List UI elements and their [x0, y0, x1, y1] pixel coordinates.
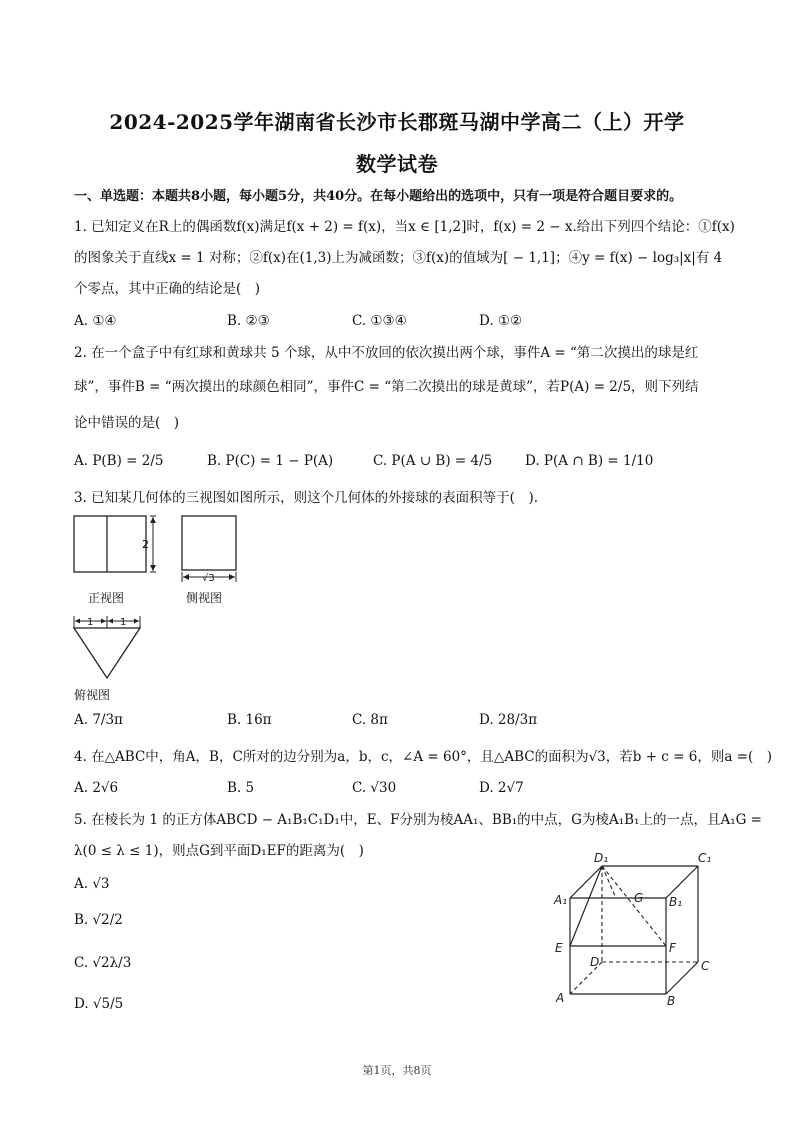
q1-text-line3: 个零点，其中正确的结论是( )	[74, 281, 261, 297]
three-views-figure	[68, 508, 268, 708]
segment-d1f	[602, 866, 666, 946]
q1-option-d: D. ①②	[479, 313, 523, 329]
label-a: A	[556, 991, 565, 1005]
dim-sqrt3-label: √3	[202, 573, 215, 584]
dim-1-arrow-a	[75, 619, 80, 624]
q3-option-a: A. 7/3π	[74, 712, 123, 728]
dim-2-arrow-down	[150, 565, 156, 571]
top-view-triangle	[74, 628, 140, 678]
q1-option-a: A. ①④	[74, 313, 117, 329]
label-c1: C₁	[698, 851, 712, 865]
q4-option-a: A. 2√6	[74, 780, 119, 796]
q3-option-b: B. 16π	[227, 712, 272, 728]
dim-2-arrow-up	[150, 517, 156, 523]
label-b1: B₁	[669, 895, 683, 909]
dim-sqrt3-arrow-left	[183, 574, 189, 580]
segment-d1g	[602, 866, 616, 898]
q2-text-line3: 论中错误的是( )	[74, 415, 180, 431]
dim-sqrt3-arrow-right	[229, 574, 235, 580]
q1-option-c: C. ①③④	[352, 313, 407, 329]
page-footer: 第1页，共8页	[362, 1064, 432, 1077]
exam-title-line2: 数学试卷	[356, 152, 438, 176]
q2-text-line1: 2. 在一个盒子中有红球和黄球共 5 个球，从中不放回的依次摸出两个球，事件A = “第二次摸出的球是红	[74, 345, 699, 361]
edge-a1d1	[570, 866, 602, 898]
q1-text-line1: 1. 已知定义在R上的偶函数f(x)满足f(x + 2) = f(x)，当x ∈ [1,2]时，f(x) = 2 − x.给出下列四个结论：①f(x)	[74, 219, 735, 235]
dim-2-label: 2	[142, 538, 149, 551]
label-g: G	[634, 891, 644, 905]
dim-1a-label: 1	[87, 617, 94, 628]
exam-title-line1: 2024-2025学年湖南省长沙市长郡斑马湖中学高二（上）开学	[109, 110, 685, 134]
label-f: F	[669, 941, 676, 955]
segment-d1e	[570, 866, 602, 946]
dim-1-arrow-d	[134, 619, 139, 624]
q4-option-c: C. √30	[352, 780, 397, 796]
q5-option-d: D. √5/5	[74, 996, 124, 1012]
q4-option-d: D. 2√7	[479, 780, 524, 796]
label-c: C	[701, 959, 710, 973]
q2-option-b: B. P(C) = 1 − P(A)	[207, 453, 334, 469]
front-view-label: 正视图	[88, 591, 125, 605]
side-view-label: 侧视图	[186, 591, 223, 605]
label-d: D	[590, 955, 600, 969]
q5-text-line1: 5. 在棱长为 1 的正方体ABCD − A₁B₁C₁D₁中，E、F分别为棱AA₁、BB₁的中点，G为棱A₁B₁上的一点，且A₁G =	[74, 812, 762, 828]
q3-text-line1: 3. 已知某几何体的三视图如图所示，则这个几何体的外接球的表面积等于( ).	[74, 490, 538, 506]
q5-option-a: A. √3	[74, 876, 110, 892]
q5-text-line2: λ(0 ≤ λ ≤ 1)，则点G到平面D₁EF的距离为( )	[74, 843, 364, 859]
q1-option-b: B. ②③	[227, 313, 270, 329]
label-e: E	[555, 941, 563, 955]
side-view-rect	[182, 516, 236, 570]
q1-text-line2: 的图象关于直线x = 1 对称；②f(x)在(1,3)上为减函数；③f(x)的值域为[ − 1,1]；④y = f(x) − log₃|x|有 4	[74, 250, 723, 266]
q3-option-c: C. 8π	[352, 712, 388, 728]
section-heading: 一、单选题：本题共8小题，每小题5分，共40分。在每小题给出的选项中，只有一项是符合题目要求的。	[74, 189, 683, 204]
q3-option-d: D. 28/3π	[479, 712, 538, 728]
q2-option-d: D. P(A ∩ B) = 1/10	[525, 453, 654, 469]
label-d1: D₁	[594, 851, 609, 865]
q2-text-line2: 球”，事件B = “两次摸出的球颜色相同”，事件C = “第二次摸出的球是黄球”，若P(A) = 2/5，则下列结	[74, 379, 699, 395]
top-view-label: 俯视图	[74, 688, 111, 702]
dim-1-arrow-c	[108, 619, 113, 624]
edge-bc	[666, 962, 698, 994]
edge-c1b1	[666, 866, 698, 898]
label-b: B	[667, 994, 676, 1008]
q5-option-c: C. √2λ/3	[74, 955, 132, 971]
q5-option-b: B. √2/2	[74, 912, 123, 928]
q4-option-b: B. 5	[227, 780, 255, 796]
cube-figure	[550, 848, 730, 1013]
dim-1-arrow-b	[101, 619, 106, 624]
label-a1: A₁	[554, 893, 568, 907]
q2-option-c: C. P(A ∪ B) = 4/5	[373, 453, 493, 469]
q2-option-a: A. P(B) = 2/5	[74, 453, 164, 469]
dim-1b-label: 1	[120, 617, 127, 628]
front-view-rect	[74, 516, 146, 572]
q4-text-line1: 4. 在△ABC中，角A，B，C所对的边分别为a，b，c，∠A = 60°，且△ABC的面积为√3，若b + c = 6，则a =( )	[74, 749, 773, 765]
